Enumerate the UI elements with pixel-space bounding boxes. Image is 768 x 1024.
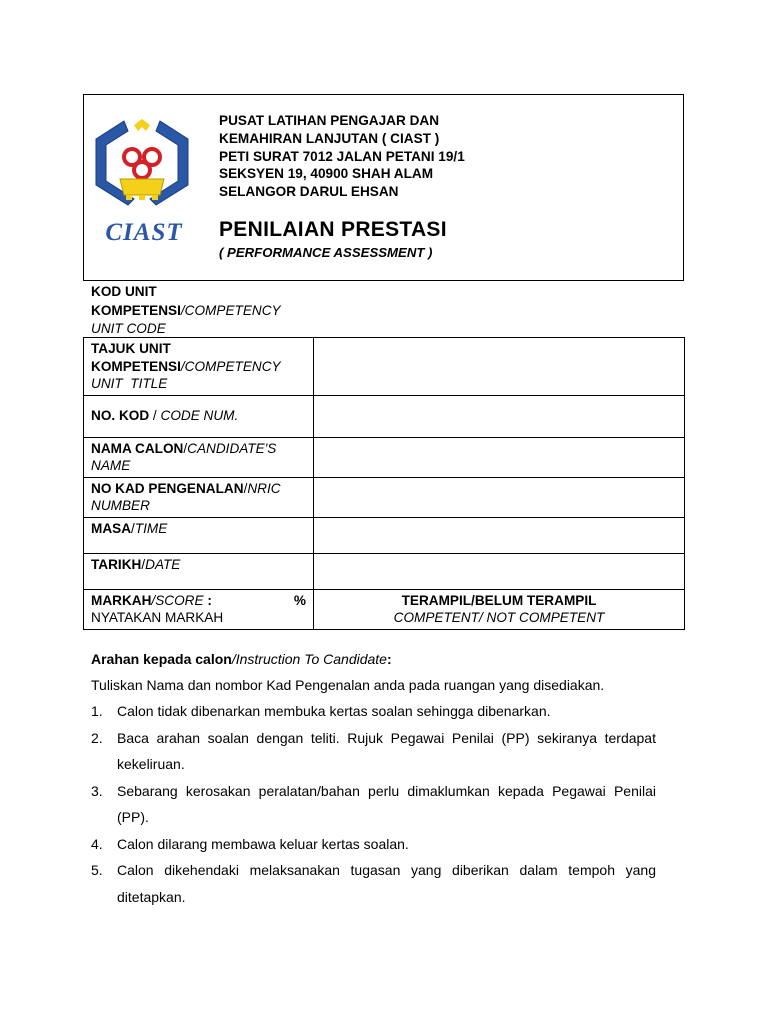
time-label xyxy=(84,517,314,553)
score-text xyxy=(91,592,212,610)
label-italic: TIME xyxy=(134,520,168,536)
item-text: Sebarang kerosakan peralatan/bahan perlu dimaklumkan kepada Pegawai Penilai (PP). xyxy=(117,782,656,825)
unit-code-label xyxy=(91,283,281,339)
code-num-field[interactable] xyxy=(314,395,685,437)
unit-title-field[interactable] xyxy=(314,338,685,396)
instructions-list xyxy=(91,698,656,910)
label-italic: NAME xyxy=(91,458,131,473)
table-row xyxy=(84,437,685,477)
institution-address xyxy=(219,112,465,201)
label-bold: MARKAH xyxy=(91,592,152,608)
address-line: SEKSYEN 19, 40900 SHAH ALAM xyxy=(219,166,434,182)
item-number: 3. xyxy=(91,782,103,799)
result-italic: COMPETENT/ NOT COMPETENT xyxy=(393,610,605,625)
label-italic: /SCORE xyxy=(151,592,204,608)
label-bold: TARIKH xyxy=(91,556,142,572)
unit-title-label xyxy=(84,338,314,396)
label-bold: KOMPETENSI xyxy=(91,358,181,374)
label-text: TAJUK UNIT xyxy=(91,341,171,356)
unit-code-italic: /COMPETENCY xyxy=(180,302,281,318)
score-line xyxy=(91,592,306,610)
table-row xyxy=(84,553,685,589)
page-title: PENILAIAN PRESTASI xyxy=(219,218,447,241)
candidate-name-label xyxy=(84,437,314,477)
nric-field[interactable] xyxy=(314,477,685,517)
label-italic: NRIC xyxy=(247,480,281,496)
competency-result-cell[interactable] xyxy=(314,589,685,629)
label-sep: / xyxy=(183,440,188,456)
table-row xyxy=(84,338,685,396)
score-instruction: NYATAKAN MARKAH xyxy=(91,610,224,625)
score-label xyxy=(84,589,314,629)
title-italic: /Instruction To Candidate xyxy=(231,651,387,667)
label-italic: CODE NUM. xyxy=(160,408,239,424)
label-bold: MASA xyxy=(91,520,132,536)
table-row xyxy=(84,589,685,629)
title-bold: Arahan kepada calon xyxy=(91,651,232,667)
item-text: Baca arahan soalan dengan teliti. Rujuk Pegawai Penilai (PP) sekiranya terdapat kekeliruan. xyxy=(117,729,656,772)
table-row xyxy=(84,395,685,437)
table-row xyxy=(84,517,685,553)
table-row xyxy=(84,477,685,517)
nric-label xyxy=(84,477,314,517)
address-line: PETI SURAT 7012 JALAN PETANI 19/1 xyxy=(219,148,465,164)
time-field[interactable] xyxy=(314,517,685,553)
instructions-title xyxy=(91,646,656,672)
label-italic: DATE xyxy=(145,556,181,572)
page-subtitle: ( PERFORMANCE ASSESSMENT ) xyxy=(219,245,433,260)
address-line: KEMAHIRAN LANJUTAN ( CIAST ) xyxy=(219,130,440,146)
unit-code-line xyxy=(91,302,281,321)
code-num-label xyxy=(84,395,314,437)
label-sep: / xyxy=(141,556,146,572)
unit-code-line: UNIT CODE xyxy=(91,321,166,336)
address-line: PUSAT LATIHAN PENGAJAR DAN xyxy=(219,113,440,128)
list-item xyxy=(91,831,656,858)
list-item xyxy=(91,698,656,725)
result-bold: TERAMPIL/BELUM TERAMPIL xyxy=(401,592,597,608)
candidate-name-field[interactable] xyxy=(314,437,685,477)
label-bold: NO KAD PENGENALAN xyxy=(91,480,244,496)
label-colon: : xyxy=(203,592,212,608)
item-text: Calon tidak dibenarkan membuka kertas soalan sehingga dibenarkan. xyxy=(117,703,551,719)
unit-code-bold: KOMPETENSI xyxy=(91,302,181,318)
instructions-intro: Tuliskan Nama dan nombor Kad Pengenalan anda pada ruangan yang disediakan. xyxy=(91,677,605,693)
date-label xyxy=(84,553,314,589)
label-italic: NUMBER xyxy=(91,498,150,513)
label-sep: / xyxy=(131,520,135,536)
label-sep: / xyxy=(149,408,161,424)
item-number: 4. xyxy=(91,835,103,852)
list-item xyxy=(91,778,656,831)
label-bold: NO. KOD xyxy=(91,408,150,424)
item-text: Calon dikehendaki melaksanakan tugasan yang diberikan dalam tempoh yang ditetapkan. xyxy=(117,862,656,905)
label-text xyxy=(91,358,306,376)
label-text xyxy=(91,440,306,458)
item-number: 1. xyxy=(91,703,103,719)
instructions-section xyxy=(91,646,656,910)
label-bold: NAMA CALON xyxy=(91,440,184,456)
label-italic: CANDIDATE'S xyxy=(187,440,277,456)
title-colon: : xyxy=(386,651,392,667)
list-item xyxy=(91,725,656,778)
logo-wordmark: CIAST xyxy=(105,219,183,246)
date-field[interactable] xyxy=(314,553,685,589)
label-sep: / xyxy=(243,480,248,496)
item-text: Calon dilarang membawa keluar kertas soalan. xyxy=(117,835,409,852)
list-item xyxy=(91,857,656,910)
percent-sign: % xyxy=(293,592,306,608)
header-box xyxy=(83,94,684,281)
unit-code-line: KOD UNIT xyxy=(91,284,157,299)
label-text xyxy=(91,480,306,498)
item-number: 5. xyxy=(91,862,103,878)
label-italic: /COMPETENCY xyxy=(180,358,281,374)
item-number: 2. xyxy=(91,729,103,746)
address-line: SELANGOR DARUL EHSAN xyxy=(219,184,399,200)
candidate-form-table xyxy=(83,337,685,630)
label-italic: UNIT TITLE xyxy=(91,376,168,391)
